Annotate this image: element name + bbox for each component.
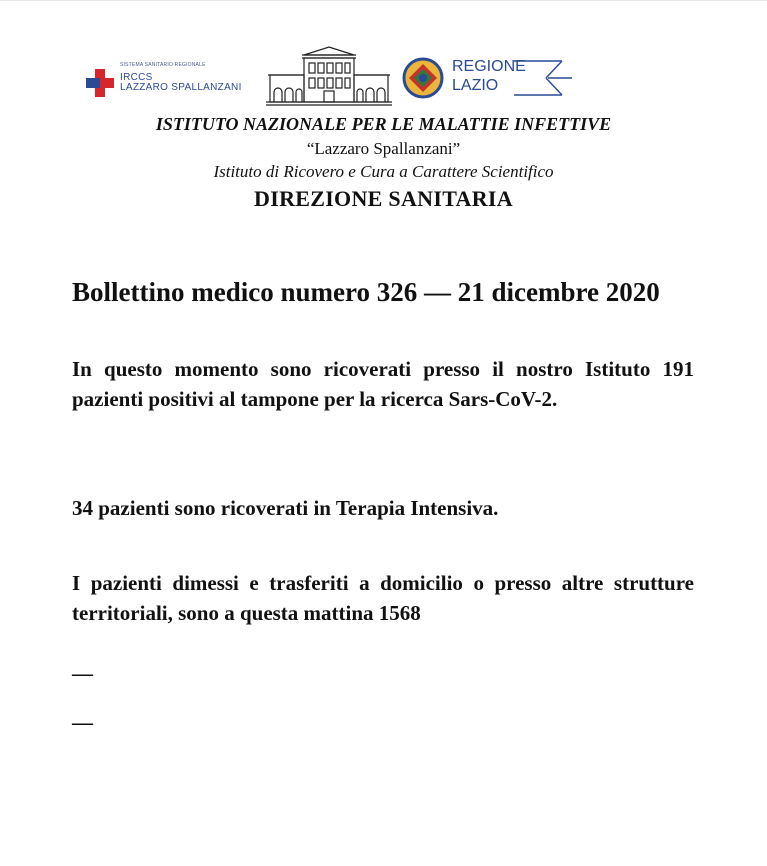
institute-name: “Lazzaro Spallanzani” [306,139,461,158]
bulletin-paragraph-discharged: I pazienti dimessi e trasferiti a domicilio o presso altre strutture territoriali, sono a questa mattina 1568 [72,571,694,625]
institute-title: ISTITUTO NAZIONALE PER LE MALATTIE INFETTIVE [155,114,612,134]
regione-line2: LAZIO [452,77,499,94]
red-cross-icon [86,69,114,97]
department-title: DIREZIONE SANITARIA [254,186,513,211]
building-icon [266,45,392,109]
regione-line1: REGIONE [452,58,526,75]
bulletin-paragraph-intensive-care: 34 pazienti sono ricoverati in Terapia Intensiva. [72,496,499,520]
bulletin-title: Bollettino medico numero 326 — 21 dicembre 2020 [72,277,660,307]
spallanzani-logo [84,59,264,95]
bulletin-paragraph-hospitalized: In questo momento sono ricoverati presso il nostro Istituto 191 pazienti positivi al tampone per la ricerca Sars-CoV-2. [72,357,694,411]
spallanzani-line2: LAZZARO SPALLANZANI [120,82,242,93]
separator-dash: — [72,661,93,685]
separator-dash: — [72,710,93,734]
spallanzani-line1: IRCCS [120,72,153,83]
regione-lazio-logo [402,55,574,101]
logo-row [84,45,574,109]
regione-chevron-icon [514,55,574,101]
spallanzani-tiny-text: SISTEMA SANITARIO REGIONALE [120,62,206,68]
regione-emblem-icon [402,57,444,99]
institute-subtitle: Istituto di Ricovero e Cura a Carattere Scientifico [213,162,554,181]
